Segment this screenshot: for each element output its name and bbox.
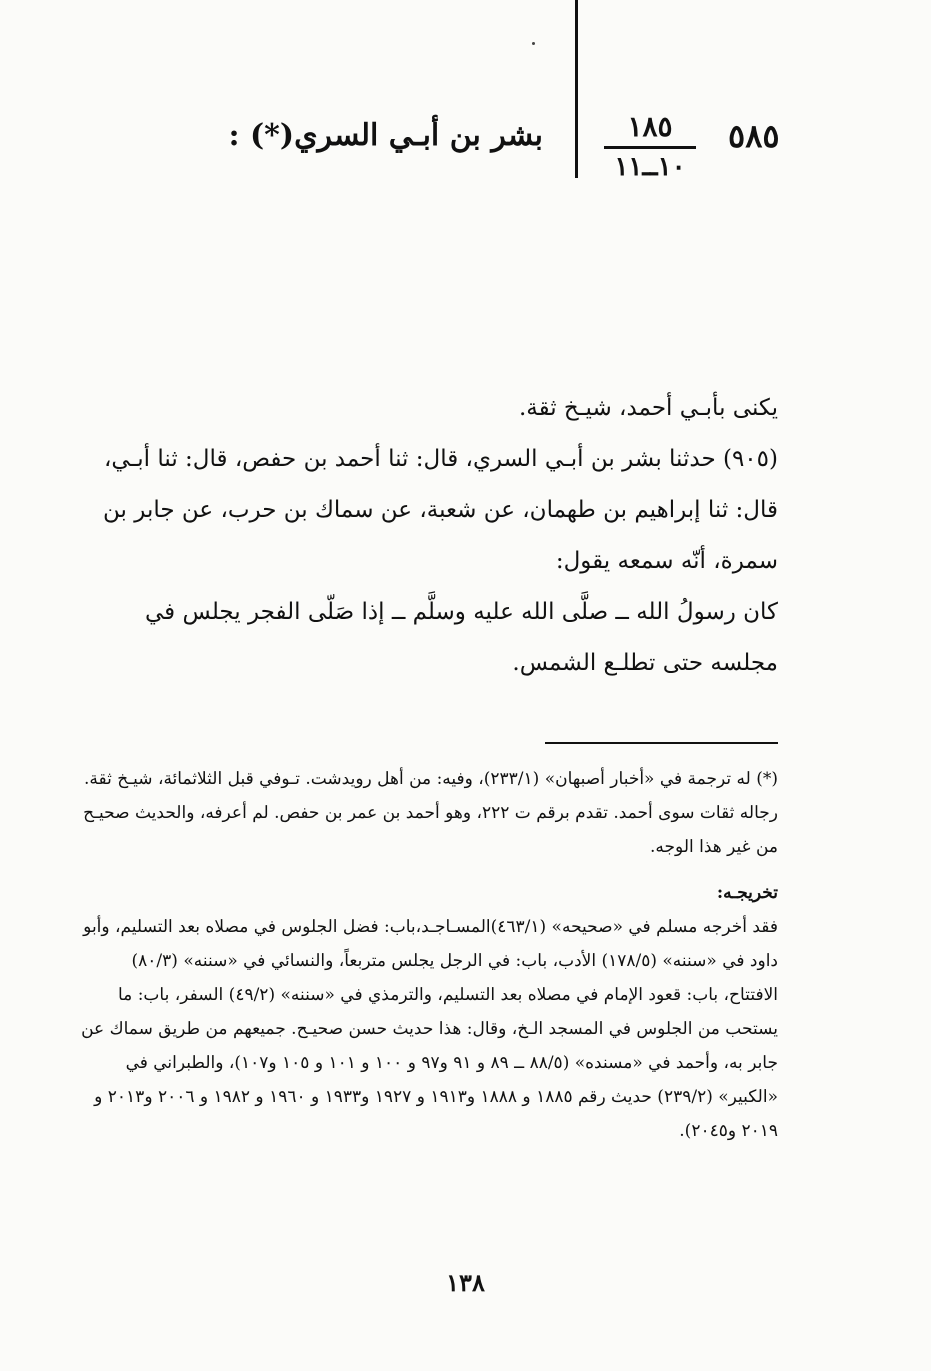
ink-dot <box>532 42 535 45</box>
hadith-chain: (٩٠٥) حدثنا بشر بن أبـي السري، قال: ثنا أحمد بن حفص، قال: ثنا أبـي، قال: ثنا إبراهيم بن طهمان، عن شعبة، عن سماك بن حرب، عن جابر بن سمرة، أنّه سمعه يقول: <box>103 446 778 574</box>
entry-number: ٥٨٥ <box>728 117 780 155</box>
page-number: ١٣٨ <box>446 1268 485 1297</box>
narrator-heading: بشر بن أبـي السري(*) : <box>228 118 543 153</box>
narrator-intro: يكنى بأبـي أحمد، شيـخ ثقة. <box>518 395 778 421</box>
hadith-text: كان رسولُ الله ــ صلَّى الله عليه وسلَّم ــ إذا صَلّى الفجر يجلس في مجلسه حتى تطلـع الشمس. <box>145 599 778 676</box>
fraction-denominator: ١٠ــ١١ <box>614 152 686 182</box>
takhrij-text: فقد أخرجه مسلم في «صحيحه» (٤٦٣/١)المسـاجـد،باب: فضل الجلوس في مصلاه بعد التسليم، وأبو داود في «سننه» (١٧٨/٥) الأدب، باب: في الرجل يجلس متربعاً، والنسائي في «سننه» (٨٠/٣) الافتتاح، باب: قعود الإمام في مصلاه بعد التسليم، والترمذي في «سننه» (٤٩/٢) السفر، باب: ما يستحب من الجلوس في المسجد الـخ، وقال: هذا حديث حسن صحيـح. جميعهم من طريق سماك عن جابر به، وأحمد في «مسنده» (٨٨/٥ ــ ٨٩ و ٩١ و٩٧ و ١٠٠ و ١٠١ و ١٠٥ و١٠٧)، والطبراني في «الكبير» (٢٣٩/٢) حديث رقم ١٨٨٥ و ١٨٨٨ و١٩١٣ و ١٩٢٧ و١٩٣٣ و ١٩٦٠ و ١٩٨٢ و ٢٠٠٦ و٢٠١٣ و ٢٠١٩ و٢٠٤٥). <box>81 917 778 1141</box>
fraction-bar <box>604 146 696 149</box>
footnotes <box>78 762 778 1148</box>
footnote-separator <box>545 742 778 744</box>
footnote-grading: رجاله ثقات سوى أحمد. تقدم برقم ت ٢٢٢، وهو أحمد بن عمر بن حفص. لم أعرفه، والحديث صحيـح من غير هذا الوجه. <box>83 803 778 857</box>
reference-fraction <box>600 110 700 183</box>
header-vertical-rule <box>575 0 578 178</box>
main-text <box>78 383 778 689</box>
footnote-biography: (*) له ترجمة في «أخبار أصبهان» (٢٣٣/١)، وفيه: من أهل رويدشت. تـوفي قبل الثلاثمائة، شيـخ ثقة. <box>83 769 778 789</box>
takhrij-label: تخريجـه: <box>716 883 778 903</box>
fraction-numerator: ١٨٥ <box>627 110 673 143</box>
